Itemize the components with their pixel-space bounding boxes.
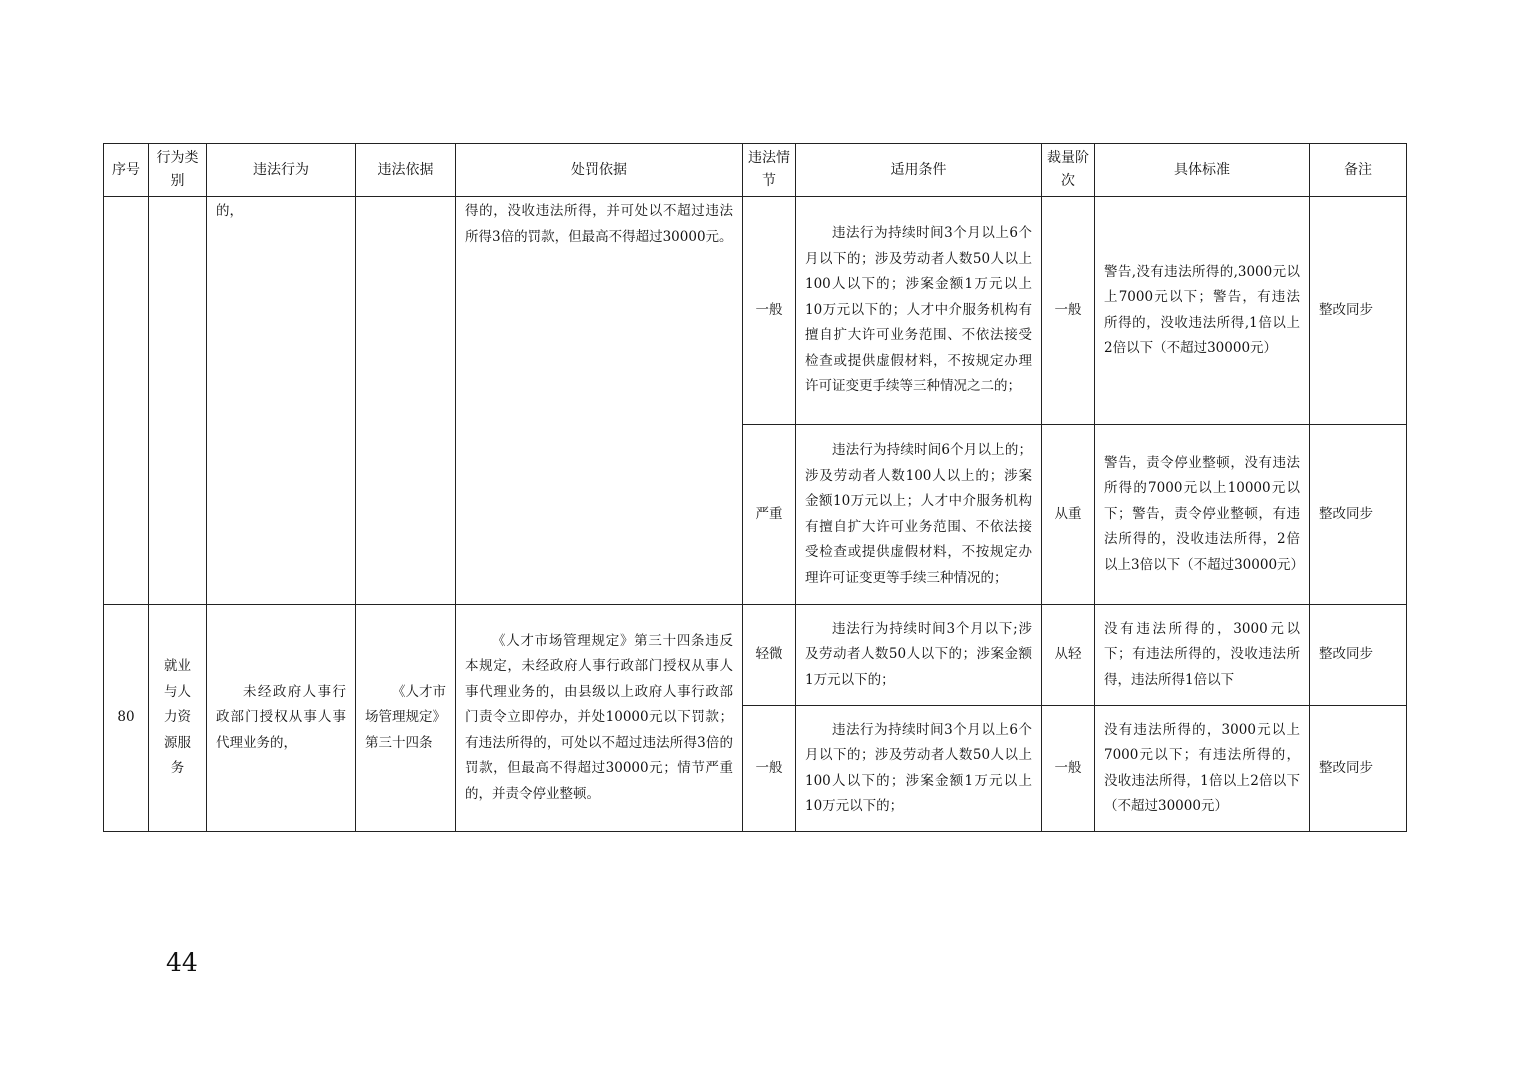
header-category: 行为类别	[149, 144, 207, 197]
circumstance-cell: 严重	[743, 425, 796, 605]
condition-cell: 违法行为持续时间3个月以上6个月以下的；涉及劳动者人数50人以上100人以下的；涉案金额1万元以上10万元以下的；	[805, 721, 1032, 814]
table-row	[104, 605, 1407, 706]
table-row	[104, 197, 1407, 425]
header-basis: 违法依据	[356, 144, 456, 197]
table-header-row	[104, 144, 1407, 197]
standard-cell: 没有违法所得的，3000元以上7000元以下；有违法所得的，没收违法所得，1倍以上2倍以下（不超过30000元）	[1095, 706, 1310, 832]
header-level: 裁量阶次	[1042, 144, 1095, 197]
condition-cell: 违法行为持续时间3个月以下;涉及劳动者人数50人以下的；涉案金额1万元以下的；	[805, 620, 1032, 688]
condition-cell: 违法行为持续时间3个月以上6个月以下的；涉及劳动者人数50人以上100人以下的；涉案金额1万元以上10万元以下的；人才中介服务机构有擅自扩大许可业务范围、不依法接受检查或提供虚假材料，不按规定办理许可证变更手续等三种情况之二的；	[805, 225, 1032, 395]
condition-cell: 违法行为持续时间6个月以上的；涉及劳动者人数100人以上的；涉案金额10万元以上；人才中介服务机构有擅自扩大许可业务范围、不依法接受检查或提供虚假材料，不按规定办理许可证变更等手续三种情况的；	[805, 442, 1032, 586]
penalty-basis-cell-wrap	[456, 605, 743, 832]
violation-cell-wrap	[207, 605, 356, 832]
page-number: 44	[166, 948, 198, 977]
basis-cell-wrap	[356, 605, 456, 832]
remark-cell: 整改同步	[1310, 425, 1407, 605]
standard-cell: 警告，责令停业整顿，没有违法所得的7000元以上10000元以下；警告，责令停业整顿，有违法所得的，没收违法所得，2倍以上3倍以下（不超过30000元）	[1095, 425, 1310, 605]
penalty-basis-cell: 《人才市场管理规定》第三十四条违反本规定，未经政府人事行政部门授权从事人事代理业务的，由县级以上政府人事行政部门责令立即停办，并处10000元以下罚款；有违法所得的，可处以不超过违法所得3倍的罚款，但最高不得超过30000元；情节严重的，并责令停业整顿。	[465, 632, 733, 802]
continued-seq-cell	[104, 197, 149, 605]
remark-cell: 整改同步	[1310, 605, 1407, 706]
header-circumstance: 违法情节	[743, 144, 796, 197]
seq-cell: 80	[104, 605, 149, 832]
header-penalty-basis: 处罚依据	[456, 144, 743, 197]
header-violation: 违法行为	[207, 144, 356, 197]
continued-basis-cell	[356, 197, 456, 605]
violation-cell: 未经政府人事行政部门授权从事人事代理业务的，	[216, 683, 346, 751]
condition-cell-wrap	[796, 197, 1042, 425]
header-seq: 序号	[104, 144, 149, 197]
category-cell: 就业与人力资源服务	[149, 605, 207, 832]
standard-cell: 没有违法所得的，3000元以下；有违法所得的，没收违法所得，违法所得1倍以下	[1095, 605, 1310, 706]
header-remark: 备注	[1310, 144, 1407, 197]
level-cell: 一般	[1042, 706, 1095, 832]
continued-violation-cell: 的，	[207, 197, 356, 605]
level-cell: 从重	[1042, 425, 1095, 605]
remark-cell: 整改同步	[1310, 706, 1407, 832]
standard-cell: 警告,没有违法所得的,3000元以上7000元以下；警告，有违法所得的，没收违法所得,1倍以上2倍以下（不超过30000元）	[1095, 197, 1310, 425]
level-cell: 一般	[1042, 197, 1095, 425]
level-cell: 从轻	[1042, 605, 1095, 706]
remark-cell: 整改同步	[1310, 197, 1407, 425]
condition-cell-wrap	[796, 605, 1042, 706]
basis-cell: 《人才市场管理规定》第三十四条	[365, 683, 446, 751]
continued-penalty-basis-cell: 得的，没收违法所得，并可处以不超过违法所得3倍的罚款，但最高不得超过30000元。	[456, 197, 743, 605]
circumstance-cell: 一般	[743, 197, 796, 425]
condition-cell-wrap	[796, 425, 1042, 605]
continued-category-cell	[149, 197, 207, 605]
circumstance-cell: 轻微	[743, 605, 796, 706]
header-standard: 具体标准	[1095, 144, 1310, 197]
circumstance-cell: 一般	[743, 706, 796, 832]
header-condition: 适用条件	[796, 144, 1042, 197]
condition-cell-wrap	[796, 706, 1042, 832]
penalty-standard-table	[103, 143, 1407, 832]
